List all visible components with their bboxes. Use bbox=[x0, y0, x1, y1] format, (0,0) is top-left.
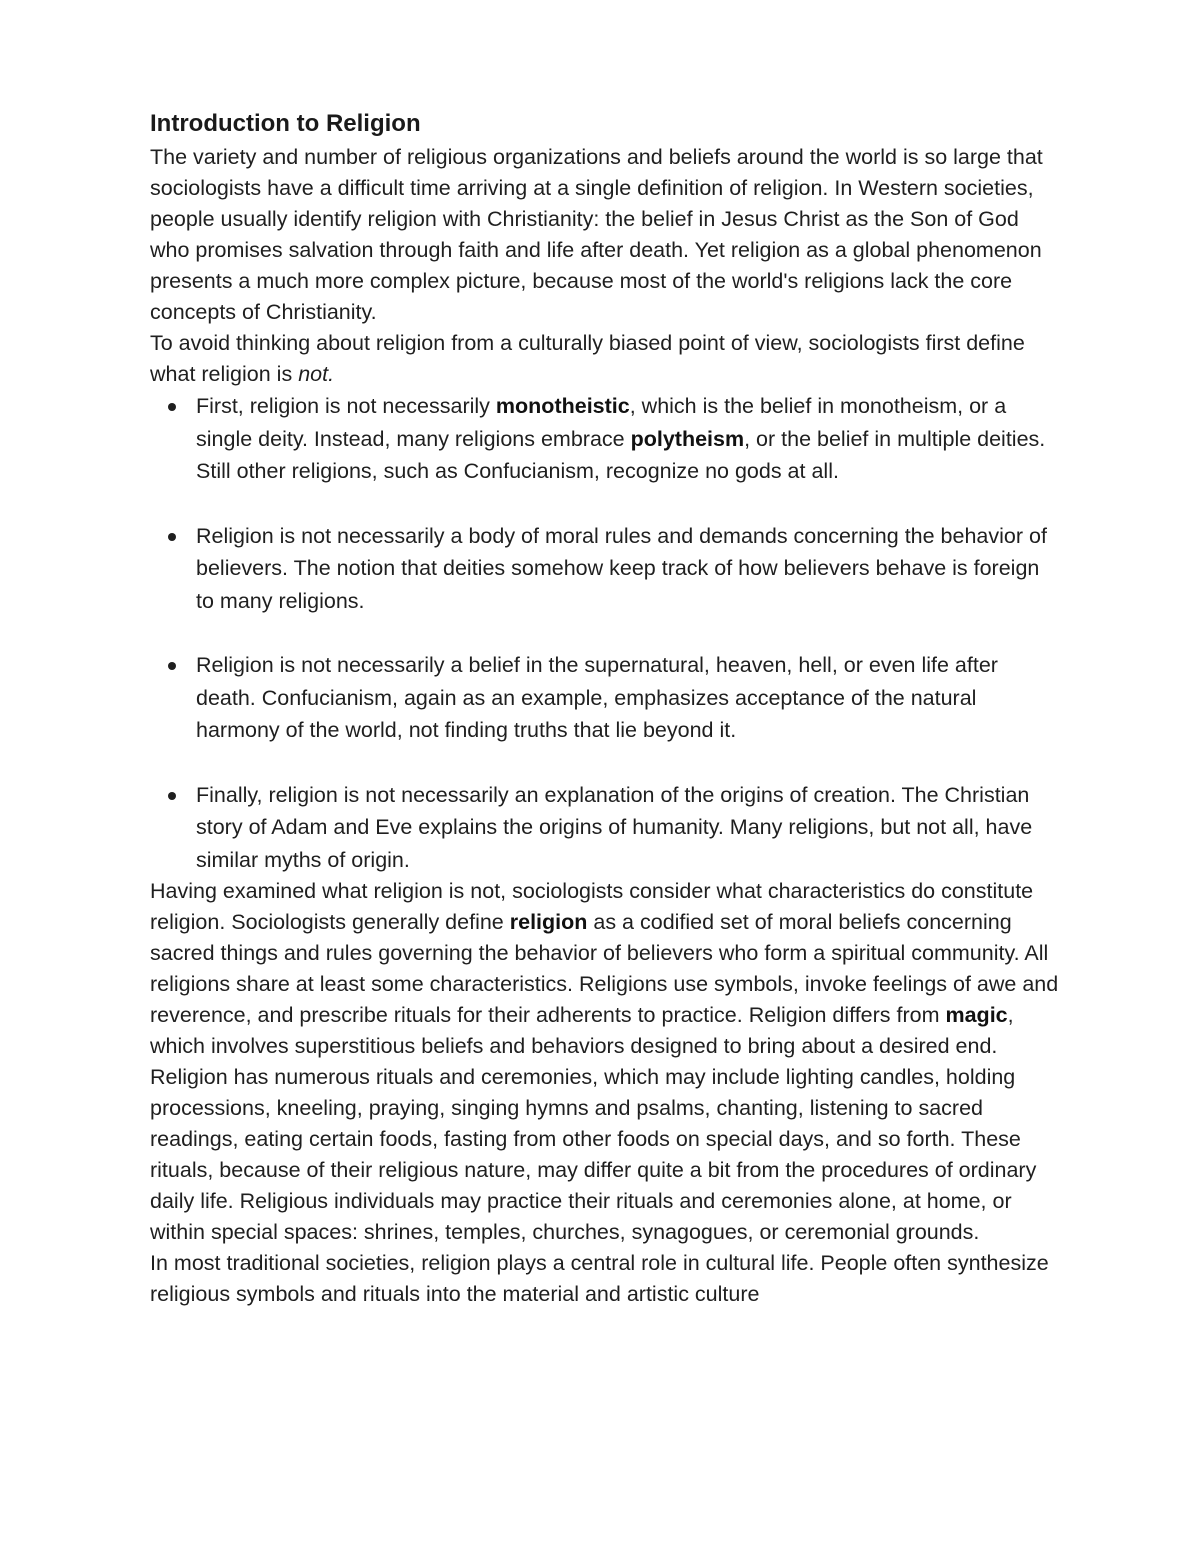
list-item-text: Religion is not necessarily a body of moral rules and demands concerning the behavior of believers. The notion that deities somehow keep track of how believers behave is foreign to many religions. bbox=[196, 523, 1047, 613]
paragraph-avoid-bias-text: To avoid thinking about religion from a culturally biased point of view, sociologists first define what religion is bbox=[150, 331, 1025, 386]
paragraph-avoid-bias bbox=[150, 328, 1060, 390]
term-magic: magic bbox=[945, 1003, 1008, 1027]
bullet-icon bbox=[168, 533, 176, 541]
bullet-icon bbox=[168, 792, 176, 800]
term-religion: religion bbox=[509, 910, 588, 934]
paragraph-definition bbox=[150, 876, 1060, 1248]
document-page bbox=[150, 108, 1060, 1310]
paragraph-definition-text: , which involves superstitious beliefs and behaviors designed to bring about a desired end. Religion has numerous rituals and ceremonies, which may include lighting candles, holding processions, kneeling, praying, singing hymns and psalms, chanting, listening to sacred readings, eating certain foods, fasting from other foods on special days, and so forth. These rituals, because of their religious nature, may differ quite a bit from the procedures of ordinary daily life. Religious individuals may practice their rituals and ceremonies alone, at home, or within special spaces: shrines, temples, churches, synagogues, or ceremonial grounds. bbox=[150, 1003, 1037, 1244]
list-item bbox=[196, 390, 1060, 488]
paragraph-traditional-societies: In most traditional societies, religion plays a central role in cultural life. People often synthesize religious symbols and rituals into the material and artistic culture bbox=[150, 1251, 1049, 1306]
list-item-text: Finally, religion is not necessarily an explanation of the origins of creation. The Christian story of Adam and Eve explains the origins of humanity. Many religions, but not all, have similar myths of origin. bbox=[196, 782, 1033, 872]
paragraph-intro: The variety and number of religious organizations and beliefs around the world is so large that sociologists have a difficult time arriving at a single definition of religion. In Western societies, people usually identify religion with Christianity: the belief in Jesus Christ as the Son of God who promises salvation through faith and life after death. Yet religion as a global phenomenon presents a much more complex picture, because most of the world's religions lack the core concepts of Christianity. bbox=[150, 145, 1043, 324]
term-polytheism: polytheism bbox=[630, 426, 745, 451]
list-item bbox=[196, 649, 1060, 747]
list-item-text: First, religion is not necessarily bbox=[196, 394, 496, 418]
bullet-icon bbox=[168, 662, 176, 670]
list-item-text: Religion is not necessarily a belief in the supernatural, heaven, hell, or even life after death. Confucianism, again as an example, emphasizes acceptance of the natural harmony of the world, not finding truths that lie beyond it. bbox=[196, 653, 998, 742]
page-title: Introduction to Religion bbox=[150, 110, 421, 137]
list-item-text: , which is the belief in monotheism, or a single deity. Instead, many religions embrace bbox=[196, 394, 1007, 451]
list-item-text: , or the belief in multiple deities. Still other religions, such as Confucianism, recognize no gods at all. bbox=[196, 426, 1046, 483]
emphasis-not: not. bbox=[298, 362, 335, 386]
bullet-icon bbox=[168, 403, 176, 411]
list-item bbox=[196, 520, 1060, 618]
term-monotheistic: monotheistic bbox=[495, 394, 630, 418]
paragraph-definition-text: Having examined what religion is not, sociologists consider what characteristics do constitute religion. Sociologists generally define bbox=[150, 879, 1034, 934]
list-item bbox=[196, 779, 1060, 877]
paragraph-definition-text: as a codified set of moral beliefs concerning sacred things and rules governing the behavior of believers who form a spiritual community. All religions share at least some characteristics. Religions use symbols, invoke feelings of awe and reverence, and prescribe rituals for their adherents to practice. Religion differs from bbox=[150, 910, 1059, 1027]
not-religion-list bbox=[150, 390, 1060, 876]
